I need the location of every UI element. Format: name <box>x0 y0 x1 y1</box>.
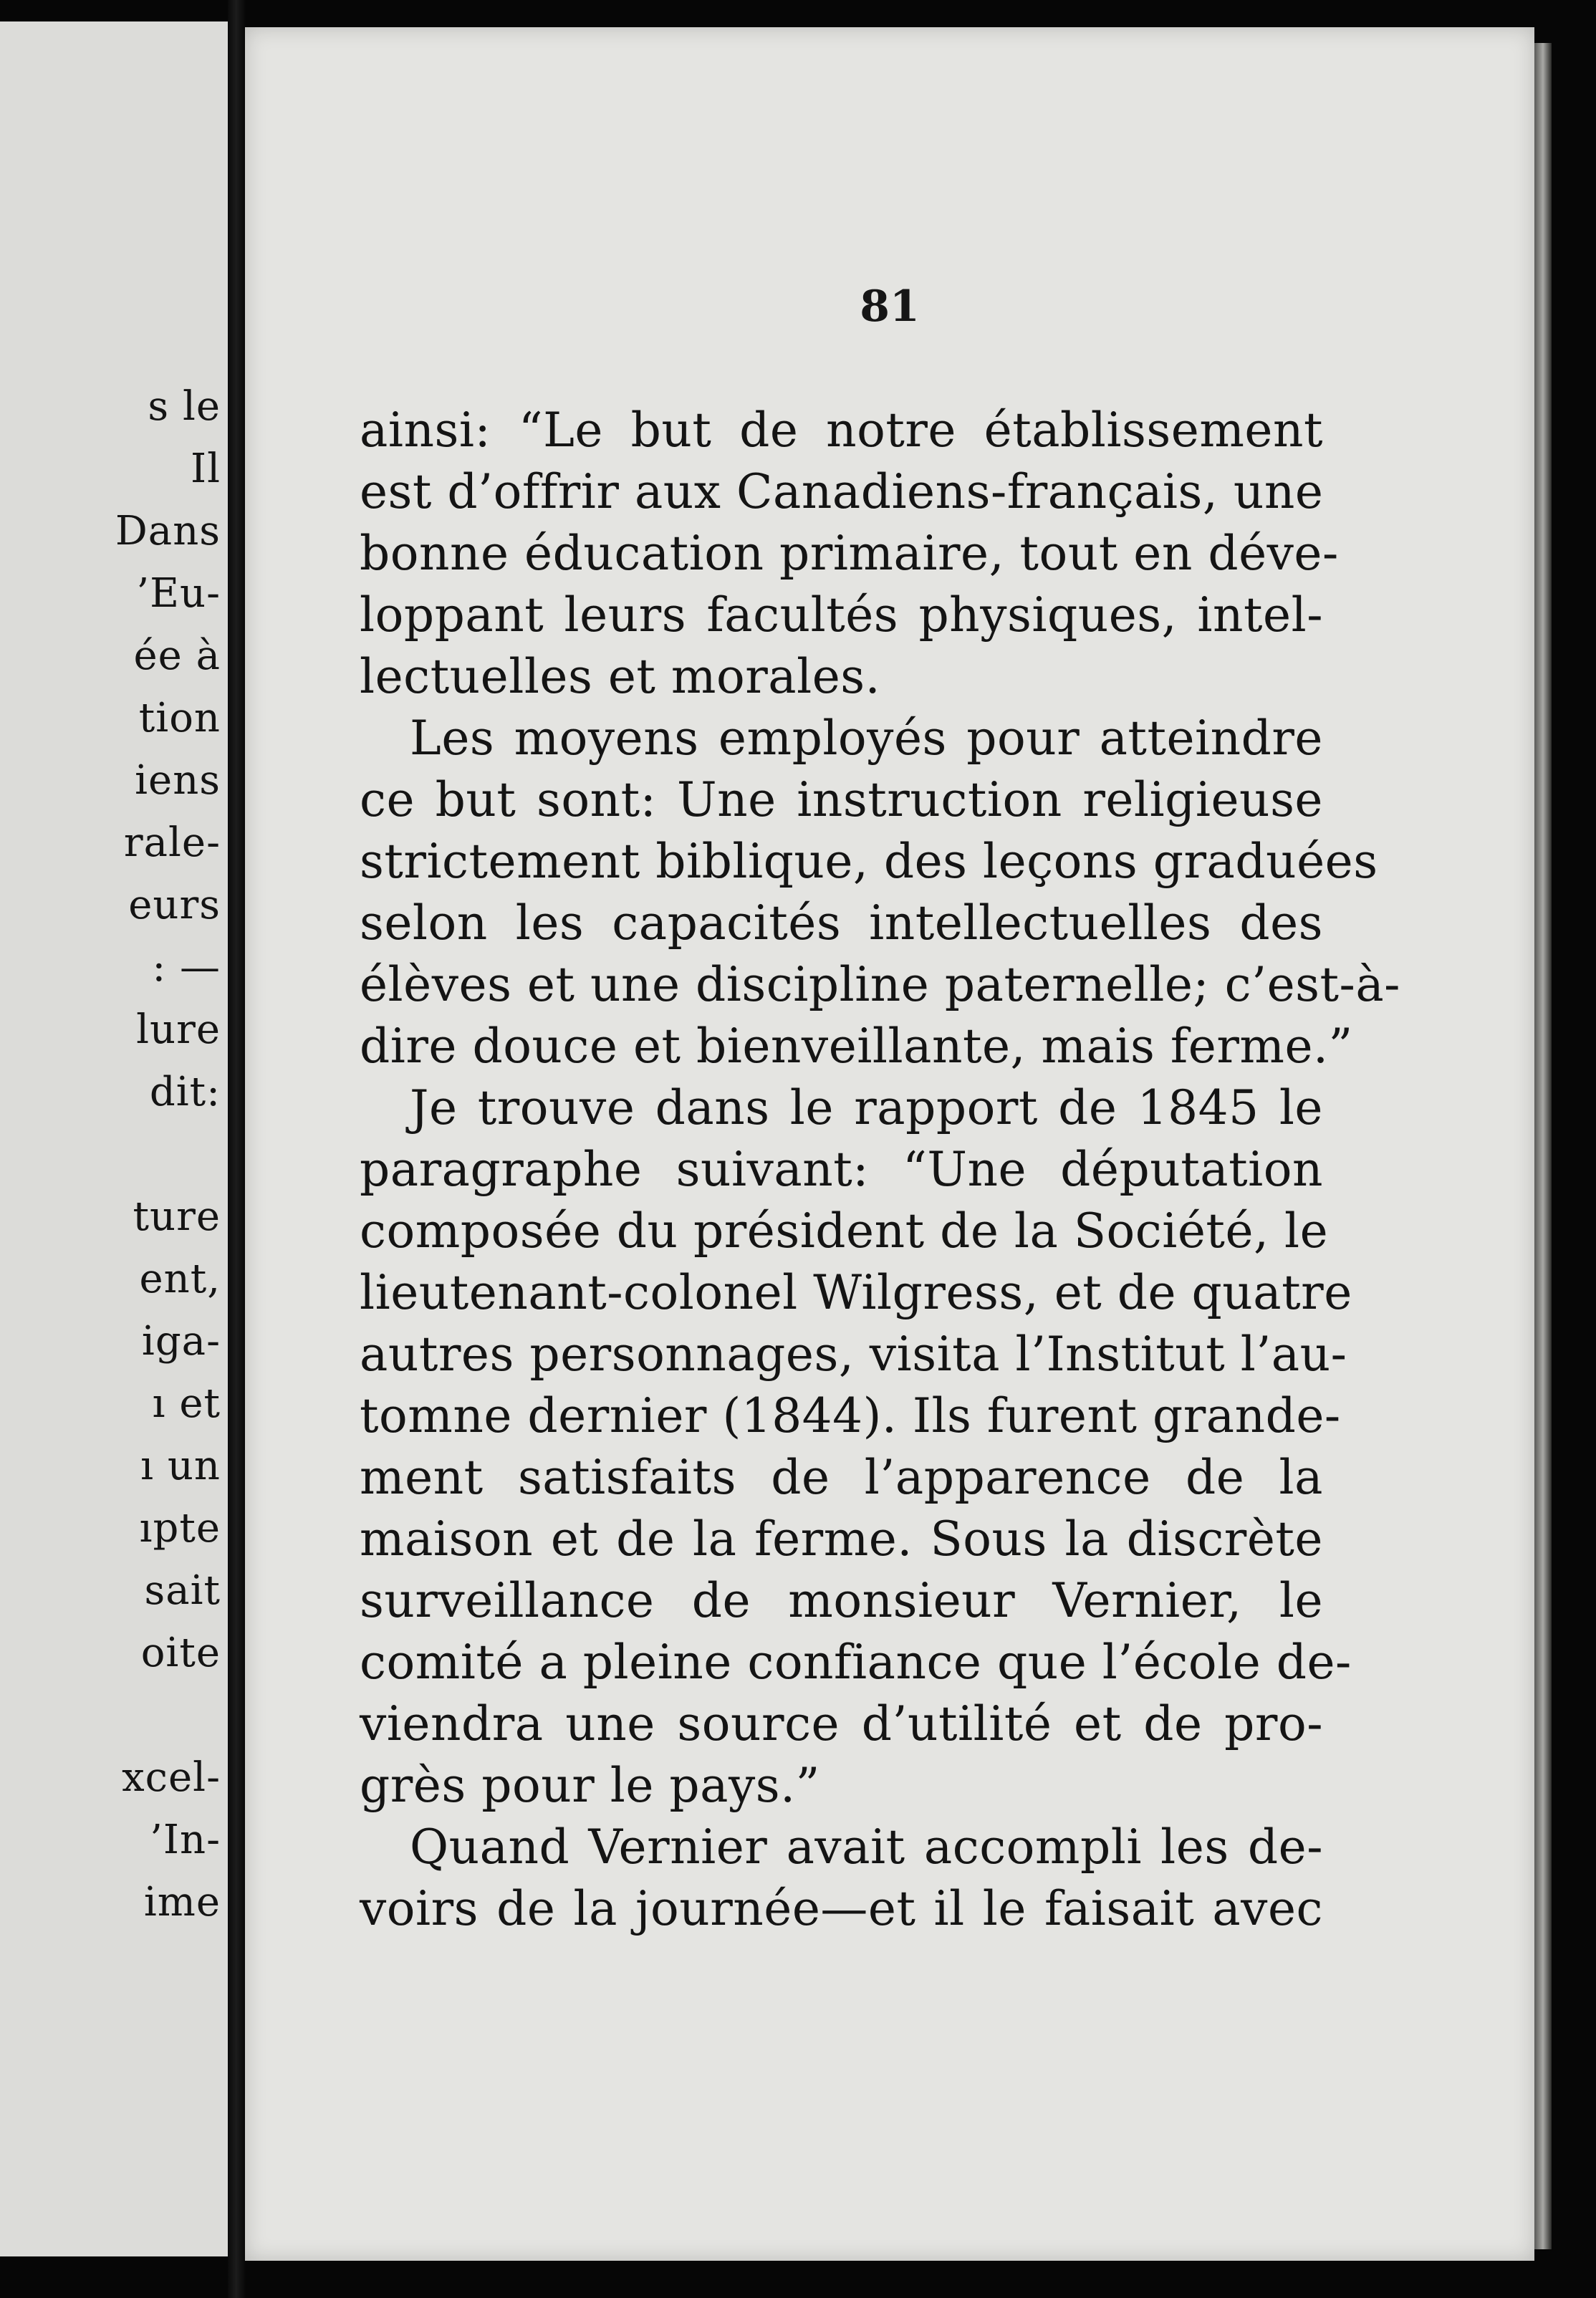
facing-page-line: ı et <box>152 1380 221 1427</box>
facing-page-line: ’In- <box>150 1817 221 1863</box>
book-page <box>245 27 1534 2261</box>
facing-page-line: xcel- <box>122 1754 221 1801</box>
facing-page-line: rale- <box>123 819 221 866</box>
text-line: Les moyens employés pour atteindre <box>410 711 1323 766</box>
text-line: ment satisfaits de l’apparence de la <box>360 1450 1323 1505</box>
text-line: viendra une source d’utilité et de pro- <box>360 1696 1323 1751</box>
facing-page-line: s le <box>148 383 221 430</box>
facing-page-line: ent, <box>139 1256 221 1302</box>
text-line: voirs de la journée—et il le faisait avec <box>360 1881 1323 1936</box>
text-line: lieutenant-colonel Wilgress, et de quatre <box>360 1265 1352 1320</box>
facing-page-line: sait <box>144 1567 221 1614</box>
facing-page-line: : — <box>152 944 221 991</box>
text-line: selon les capacités intellectuelles des <box>360 895 1323 951</box>
text-line: composée du président de la Société, le <box>360 1203 1329 1259</box>
text-line: maison et de la ferme. Sous la discrète <box>360 1511 1323 1567</box>
facing-page-line: ’Eu- <box>136 570 221 617</box>
text-line: autres personnages, visita l’Institut l’au- <box>360 1327 1347 1382</box>
text-line: ainsi: “Le but de notre établissement <box>360 403 1323 458</box>
body-text <box>360 400 1400 1940</box>
text-line: lectuelles et morales. <box>360 649 881 704</box>
text-line: est d’offrir aux Canadiens-français, une <box>360 464 1324 519</box>
text-line: strictement biblique, des leçons graduées <box>360 834 1378 889</box>
text-line: comité a pleine confiance que l’école de- <box>360 1635 1352 1690</box>
facing-page-line: tion <box>138 695 221 741</box>
text-line: loppant leurs facultés physiques, intel- <box>360 587 1323 643</box>
text-line: Quand Vernier avait accompli les de- <box>410 1819 1323 1875</box>
facing-page-line: iga- <box>141 1318 221 1365</box>
text-line: paragraphe suivant: “Une députation <box>360 1142 1323 1197</box>
text-line: surveillance de monsieur Vernier, le <box>360 1573 1323 1628</box>
text-line: ce but sont: Une instruction religieuse <box>360 772 1323 827</box>
facing-page-line: eurs <box>128 882 221 928</box>
facing-page-line: ı un <box>140 1443 221 1489</box>
page-number: 81 <box>860 282 920 332</box>
facing-page-line: ture <box>133 1193 221 1240</box>
facing-page-line: dit: <box>149 1069 221 1115</box>
book-gutter <box>228 0 246 2298</box>
page-edge <box>1534 43 1552 2249</box>
text-line: grès pour le pays.” <box>360 1758 820 1813</box>
text-line: Je trouve dans le rapport de 1845 le <box>410 1080 1323 1135</box>
facing-page-line: oite <box>140 1630 221 1676</box>
facing-page-line: Dans <box>115 508 221 554</box>
facing-page-line: lure <box>136 1006 221 1053</box>
text-line: tomne dernier (1844). Ils furent grande- <box>360 1388 1341 1443</box>
text-line: bonne éducation primaire, tout en déve- <box>360 526 1339 581</box>
text-line: dire douce et bienveillante, mais ferme.” <box>360 1019 1353 1074</box>
facing-page-line: ée à <box>133 633 221 679</box>
facing-page <box>0 21 228 2256</box>
text-line: élèves et une discipline paternelle; c’est-à- <box>360 957 1400 1012</box>
facing-page-line: Il <box>190 446 221 492</box>
facing-page-line: ıpte <box>139 1505 221 1552</box>
facing-page-line: iens <box>135 757 221 804</box>
facing-page-line: ime <box>143 1879 221 1926</box>
